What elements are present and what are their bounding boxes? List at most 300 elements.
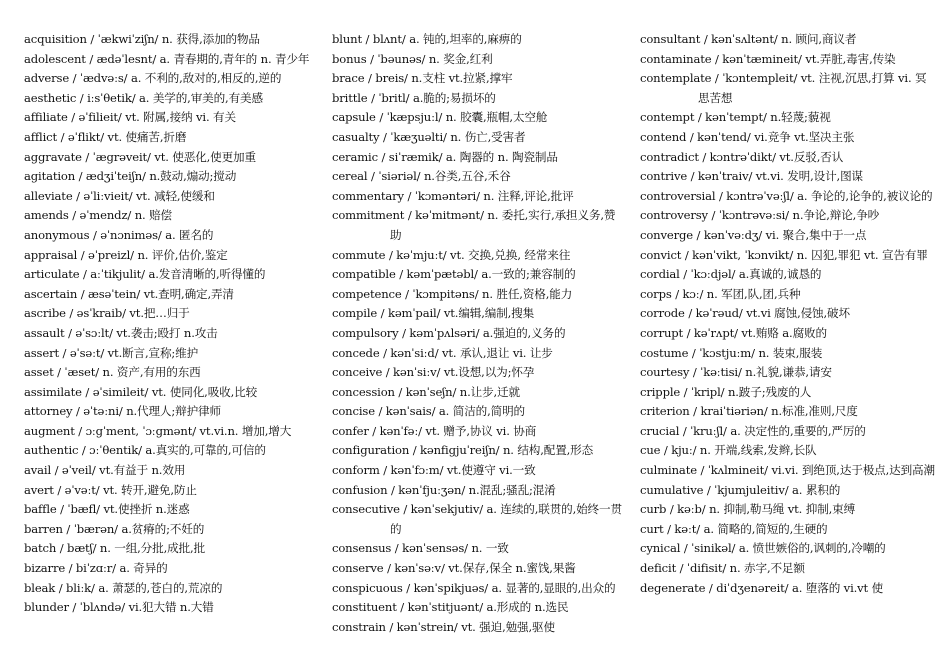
entry-phonetic: / əˈtəːni/ — [75, 404, 123, 419]
vocab-entry — [640, 520, 937, 540]
entry-phonetic: / kənˈtæmineit/ — [715, 51, 802, 66]
vocab-entry — [640, 539, 937, 559]
entry-definition: vt.vi 腐蚀,侵蚀,破坏 — [746, 306, 850, 321]
entry-phonetic: / kəːb/ — [669, 502, 706, 517]
vocab-entry — [640, 383, 937, 403]
vocab-entry — [24, 89, 316, 109]
vocab-entry — [24, 265, 316, 285]
entry-definition: a. 争论的,论争的,被议论的 — [797, 188, 933, 203]
entry-definition: n.让步,迁就 — [459, 384, 520, 399]
vocab-entry — [640, 69, 937, 108]
vocab-entry — [24, 422, 316, 442]
entry-definition: vt.vi. 发明,设计,图谋 — [755, 169, 863, 184]
vocab-entry — [332, 402, 624, 422]
entry-word: attorney — [24, 404, 73, 419]
entry-phonetic: / kənˈvəːdʒ/ — [696, 227, 763, 242]
entry-word: brace — [332, 71, 365, 86]
entry-definition: n. 一组,分批,成批,批 — [99, 541, 205, 556]
entry-word: contrive — [640, 169, 688, 184]
entry-word: contemplate — [640, 71, 712, 86]
entry-phonetic: / aːˈtikjulit/ — [82, 267, 145, 282]
entry-word: ascertain — [24, 286, 78, 301]
entry-phonetic: / ˈædvəːs/ — [72, 71, 128, 86]
entry-definition: n. 胜任,资格,能力 — [482, 286, 573, 301]
vocab-entry — [332, 539, 624, 559]
entry-phonetic: / ˈkɔmpitəns/ — [405, 286, 479, 301]
entry-word: assimilate — [24, 384, 82, 399]
vocab-entry — [24, 69, 316, 89]
entry-word: commentary — [332, 188, 404, 203]
entry-word: corps — [640, 286, 672, 301]
entry-word: deficit — [640, 561, 677, 576]
entry-word: contaminate — [640, 51, 712, 66]
entry-phonetic: / əˈflikt/ — [60, 129, 104, 144]
entry-word: confusion — [332, 482, 388, 497]
vocab-entry — [332, 363, 624, 383]
entry-phonetic: / kəˈmjuːt/ — [388, 247, 447, 262]
entry-word: cereal — [332, 169, 368, 184]
entry-phonetic: / ˈkɔntrəvəːsi/ — [711, 208, 789, 223]
entry-definition: a.贫瘠的;不妊的 — [121, 521, 205, 536]
entry-word: blunt — [332, 32, 362, 46]
entry-definition: n.轻蔑;藐视 — [770, 110, 831, 125]
entry-word: constrain — [332, 619, 386, 634]
entry-phonetic: / diˈdʒenəreit/ — [708, 580, 789, 595]
entry-phonetic: / əˈmendz/ — [72, 208, 132, 223]
entry-word: appraisal — [24, 247, 78, 262]
entry-definition: vt.使挫折 n.迷惑 — [103, 502, 190, 517]
vocab-entry — [640, 500, 937, 520]
entry-phonetic: / ˈkjumjuleitiv/ — [706, 482, 789, 497]
entry-word: conceive — [332, 365, 383, 380]
entry-word: acquisition — [24, 32, 87, 46]
entry-definition: n. 注释,评论,批评 — [483, 188, 574, 203]
entry-definition: a. 奇异的 — [119, 561, 168, 576]
entry-word: cue — [640, 443, 661, 458]
entry-definition: a. 简洁的,简明的 — [438, 404, 525, 419]
entry-word: curt — [640, 521, 664, 536]
entry-definition: vt.编辑,编制,搜集 — [443, 306, 535, 321]
entry-phonetic: / əˈsəːt/ — [62, 345, 105, 360]
vocab-entry — [24, 128, 316, 148]
vocab-entry — [332, 598, 624, 618]
entry-phonetic: / kəmˈpail/ — [380, 306, 441, 321]
entry-phonetic: / kənˈsiːv/ — [385, 365, 441, 380]
entry-definition: n. 赤字,不足额 — [729, 561, 805, 576]
entry-definition: a. 萧瑟的,苍白的,荒凉的 — [98, 580, 223, 595]
entry-word: affiliate — [24, 110, 68, 125]
entry-phonetic: / kənˈsais/ — [378, 404, 436, 419]
vocab-entry — [24, 50, 316, 70]
entry-definition: vt. 承认,退让 vi. 让步 — [442, 345, 553, 360]
vocab-entry — [332, 324, 624, 344]
entry-word: aesthetic — [24, 90, 77, 105]
entry-word: confer — [332, 423, 369, 438]
entry-word: cripple — [640, 384, 681, 399]
entry-definition: n.混乱;骚乱;混淆 — [468, 482, 556, 497]
vocab-entry — [640, 206, 937, 226]
entry-definition: a. 青春期的,青年的 n. 青少年 — [159, 51, 310, 66]
entry-word: compatible — [332, 267, 396, 282]
vocab-entry — [24, 246, 316, 266]
vocab-entry — [640, 441, 937, 461]
vocab-entry — [24, 520, 316, 540]
entry-definition: vt.断言,宣称;维护 — [107, 345, 199, 360]
entry-definition: vt. 注视,沉思,打算 vi. 冥思苦想 — [698, 71, 927, 105]
vocab-entry — [640, 324, 937, 344]
entry-word: curb — [640, 502, 667, 517]
entry-word: consensus — [332, 541, 392, 556]
vocab-entry — [332, 304, 624, 324]
entry-word: asset — [24, 365, 54, 380]
vocab-entry — [332, 148, 624, 168]
entry-definition: a. 简略的,简短的,生硬的 — [703, 521, 828, 536]
entry-definition: n. 伤亡,受害者 — [450, 129, 526, 144]
entry-phonetic: / əˈsɔːlt/ — [68, 325, 113, 340]
entry-phonetic: / siˈræmik/ — [381, 149, 443, 164]
entry-word: contend — [640, 129, 687, 144]
vocab-entry — [640, 559, 937, 579]
entry-phonetic: / kənˈstitjuənt/ — [400, 600, 483, 615]
entry-word: aggravate — [24, 149, 82, 164]
entry-definition: a. 不利的,敌对的,相反的,逆的 — [130, 71, 282, 86]
entry-word: ascribe — [24, 306, 66, 321]
entry-phonetic: / ˈkɔːdjəl/ — [683, 267, 736, 282]
vocab-entry — [24, 304, 316, 324]
entry-definition: vt. 使痛苦,折磨 — [107, 129, 187, 144]
entry-phonetic: / kɔntrəˈdikt/ — [702, 149, 776, 164]
entry-word: consultant — [640, 32, 701, 46]
entry-phonetic: / kənˈfəː/ — [372, 423, 422, 438]
entry-phonetic: / bliːk/ — [58, 580, 95, 595]
entry-definition: n.争论,辩论,争吵 — [792, 208, 880, 223]
entry-definition: n. 赔偿 — [134, 208, 172, 223]
entry-word: convict — [640, 247, 682, 262]
entry-word: anonymous — [24, 227, 90, 242]
column-2 — [332, 30, 624, 637]
vocab-entry — [640, 187, 937, 207]
entry-definition: vt. 减轻,使缓和 — [136, 188, 215, 203]
vocab-entry — [332, 187, 624, 207]
vocab-entry — [24, 344, 316, 364]
entry-phonetic: / əˈfilieit/ — [71, 110, 122, 125]
entry-phonetic: / kənˈtend/ — [689, 129, 751, 144]
entry-definition: vt.弄脏,毒害,传染 — [805, 51, 896, 66]
entry-phonetic: / kənˈsiːd/ — [383, 345, 439, 360]
vocab-entry — [332, 422, 624, 442]
vocab-entry — [24, 402, 316, 422]
entry-phonetic: / ˈkəːtisi/ — [692, 365, 742, 380]
vocab-entry — [332, 559, 624, 579]
entry-phonetic: / kənˈtraiv/ — [690, 169, 753, 184]
entry-definition: a. 累积的 — [792, 482, 841, 497]
entry-word: culminate — [640, 463, 697, 478]
entry-word: amends — [24, 208, 69, 223]
entry-definition: n. 结构,配置,形态 — [502, 443, 594, 458]
entry-definition: vt.袭击;殴打 n.攻击 — [116, 325, 218, 340]
entry-word: contradict — [640, 149, 699, 164]
entry-phonetic: / kjuː/ — [663, 443, 697, 458]
entry-word: blunder — [24, 600, 69, 615]
entry-phonetic: / kɔː/ — [675, 286, 704, 301]
entry-word: ceramic — [332, 149, 378, 164]
entry-word: baffle — [24, 502, 57, 517]
entry-phonetic: / iːsˈθetik/ — [79, 90, 136, 105]
entry-definition: vt.vi.n. 增加,增大 — [199, 423, 292, 438]
entry-word: avail — [24, 463, 52, 478]
entry-definition: vt. 转开,避免,防止 — [103, 482, 197, 497]
entry-definition: n. 评价,估价,鉴定 — [137, 247, 228, 262]
vocab-entry — [24, 383, 316, 403]
entry-word: barren — [24, 521, 63, 536]
entry-word: concise — [332, 404, 375, 419]
entry-word: commitment — [332, 208, 405, 223]
entry-word: courtesy — [640, 365, 690, 380]
entry-phonetic: / kənˈtempt/ — [697, 110, 767, 125]
entry-phonetic: / ˈægrəveit/ — [85, 149, 151, 164]
entry-phonetic: / ˈbritl/ — [371, 90, 410, 105]
entry-definition: n. 囚犯,罪犯 vt. 宣告有罪 — [796, 247, 928, 262]
entry-word: batch — [24, 541, 57, 556]
entry-phonetic: / ɔːˈθentik/ — [81, 443, 142, 458]
column-1 — [24, 30, 316, 618]
entry-word: adolescent — [24, 51, 86, 66]
vocab-entry — [332, 500, 624, 539]
entry-definition: a. 堕落的 vi.vt 使 — [791, 580, 884, 595]
vocab-entry — [24, 363, 316, 383]
entry-phonetic: / breis/ — [368, 71, 408, 86]
entry-phonetic: / ˈbærən/ — [66, 521, 118, 536]
entry-definition: a.一致的;兼容制的 — [481, 267, 576, 282]
entry-definition: n. 资产,有用的东西 — [102, 365, 201, 380]
entry-definition: vt.反驳,否认 — [779, 149, 844, 164]
entry-phonetic: / ˈblʌndə/ — [72, 600, 126, 615]
entry-word: configuration — [332, 443, 410, 458]
entry-phonetic: / ˈsinikəl/ — [683, 541, 736, 556]
vocab-entry — [332, 285, 624, 305]
entry-phonetic: / blʌnt/ — [365, 32, 406, 46]
entry-word: compile — [332, 306, 378, 321]
vocab-entry — [332, 30, 624, 50]
entry-definition: n.跛子;残废的人 — [727, 384, 812, 399]
entry-definition: a.形成的 n.选民 — [486, 600, 569, 615]
entry-word: crucial — [640, 423, 680, 438]
vocab-entry — [332, 89, 624, 109]
vocab-entry — [332, 579, 624, 599]
vocab-entry — [640, 108, 937, 128]
vocab-entry — [640, 50, 937, 70]
entry-word: adverse — [24, 71, 70, 86]
entry-word: conspicuous — [332, 580, 403, 595]
entry-phonetic: / ˈkruːʃl/ — [682, 423, 727, 438]
vocab-entry — [332, 481, 624, 501]
entry-definition: a. 愤世嫉俗的,讽刺的,冷嘲的 — [738, 541, 886, 556]
entry-phonetic: / ˈkripl/ — [683, 384, 725, 399]
entry-definition: vt.查明,确定,弄清 — [143, 286, 234, 301]
entry-word: cynical — [640, 541, 681, 556]
entry-phonetic: / ˈkæpsjuːl/ — [379, 110, 443, 125]
entry-definition: a. 匿名的 — [165, 227, 214, 242]
entry-definition: n. 顾问,商议者 — [781, 32, 857, 46]
vocab-entry — [332, 344, 624, 364]
vocab-entry — [640, 128, 937, 148]
vocab-entry — [332, 206, 624, 245]
vocab-entry — [24, 108, 316, 128]
vocab-entry — [24, 206, 316, 226]
vocab-entry — [24, 285, 316, 305]
vocab-entry — [640, 148, 937, 168]
entry-word: converge — [640, 227, 693, 242]
vocab-entry — [332, 265, 624, 285]
vocab-entry — [640, 167, 937, 187]
entry-definition: vt. 强迫,勉强,驱使 — [461, 619, 555, 634]
entry-definition: n. 一致 — [471, 541, 509, 556]
vocab-entry — [332, 69, 624, 89]
entry-phonetic: / ˈækwiˈziʃn/ — [90, 32, 159, 46]
vocab-entry — [640, 285, 937, 305]
entry-definition: n. 委托,实行,承担义务,赞助 — [390, 208, 616, 242]
entry-word: commute — [332, 247, 386, 262]
entry-phonetic: / kənfigjuˈreiʃn/ — [412, 443, 500, 458]
vocab-entry — [640, 481, 937, 501]
vocab-entry — [24, 148, 316, 168]
vocab-entry — [332, 246, 624, 266]
entry-word: competence — [332, 286, 402, 301]
vocab-entry — [332, 108, 624, 128]
entry-word: augment — [24, 423, 75, 438]
vocab-entry — [24, 481, 316, 501]
entry-definition: vi.vi. 到绝顶,达于极点,达到高潮 — [771, 463, 935, 478]
entry-definition: n. 军团,队,团,兵种 — [706, 286, 801, 301]
entry-definition: a. 钝的,坦率的,麻痹的 — [409, 32, 522, 46]
entry-word: conform — [332, 463, 380, 478]
entry-phonetic: / ˈkɔstjuːm/ — [691, 345, 755, 360]
entry-phonetic: / kəmˈpætəbl/ — [399, 267, 478, 282]
vocab-entry — [640, 30, 937, 50]
entry-phonetic: / kəˈrʌpt/ — [686, 325, 738, 340]
entry-word: consecutive — [332, 502, 400, 517]
entry-word: cumulative — [640, 482, 704, 497]
vocab-entry — [640, 402, 937, 422]
entry-definition: a. 连续的,联贯的,始终一贯的 — [390, 502, 622, 536]
vocab-entry — [24, 559, 316, 579]
entry-phonetic: / ˈkæʒuəlti/ — [383, 129, 447, 144]
entry-definition: a.真实的,可靠的,可信的 — [145, 443, 266, 458]
vocab-entry — [24, 461, 316, 481]
entry-word: alleviate — [24, 188, 73, 203]
entry-definition: n.代理人;辩护律师 — [126, 404, 221, 419]
vocab-entry — [332, 618, 624, 638]
vocab-entry — [640, 265, 937, 285]
vocab-entry — [640, 579, 937, 599]
entry-word: bizarre — [24, 561, 66, 576]
entry-definition: a. 陶器的 n. 陶瓷制品 — [445, 149, 558, 164]
entry-word: afflict — [24, 129, 58, 144]
entry-word: agitation — [24, 169, 76, 184]
entry-phonetic: / ˈkɔməntəri/ — [407, 188, 480, 203]
vocab-entry — [24, 441, 316, 461]
entry-definition: vi.犯大错 n.大错 — [128, 600, 214, 615]
entry-phonetic: / kəːt/ — [667, 521, 701, 536]
vocab-entry — [332, 50, 624, 70]
vocab-entry — [640, 344, 937, 364]
vocab-entry — [640, 304, 937, 324]
entry-phonetic: / əˈveil/ — [54, 463, 96, 478]
entry-phonetic: / kənˈsensəs/ — [394, 541, 468, 556]
vocab-entry — [24, 167, 316, 187]
entry-definition: n.谷类,五谷,禾谷 — [423, 169, 511, 184]
entry-definition: vt.把…归于 — [129, 306, 190, 321]
vocab-entry — [640, 461, 937, 481]
entry-definition: vt.设想,以为;怀孕 — [443, 365, 535, 380]
entry-phonetic: / ˈæset/ — [57, 365, 99, 380]
entry-definition: vt.使遵守 vi.一致 — [446, 463, 536, 478]
entry-word: corrupt — [640, 325, 684, 340]
vocab-entry — [24, 598, 316, 618]
entry-definition: vt.保存,保全 n.蜜饯,果酱 — [448, 561, 576, 576]
entry-definition: vt. 使恶化,使更加重 — [154, 149, 256, 164]
entry-definition: vt. 使同化,吸收,比较 — [151, 384, 258, 399]
entry-phonetic: / ɔːgˈment, ˈɔːgmənt/ — [78, 423, 196, 438]
entry-phonetic: / kəmˈpʌlsəri/ — [402, 325, 480, 340]
entry-phonetic: / əˈliːvieit/ — [76, 188, 133, 203]
vocab-entry — [24, 324, 316, 344]
entry-phonetic: / kənˈsekjutiv/ — [403, 502, 483, 517]
entry-phonetic: / kənˈseʃn/ — [398, 384, 457, 399]
entry-definition: n. 装束,服装 — [758, 345, 823, 360]
entry-definition: vi.竞争 vt.坚决主张 — [754, 129, 855, 144]
vocab-entry — [24, 226, 316, 246]
entry-word: controversy — [640, 208, 708, 223]
vocab-entry — [24, 500, 316, 520]
entry-definition: n. 获得,添加的物品 — [161, 32, 260, 46]
entry-phonetic: / kənˈstrein/ — [389, 619, 458, 634]
vocab-entry — [24, 539, 316, 559]
entry-definition: a. 决定性的,重要的,严厉的 — [730, 423, 866, 438]
entry-phonetic: / ˈsiəriəl/ — [371, 169, 421, 184]
entry-word: degenerate — [640, 580, 706, 595]
entry-phonetic: / ædʒiˈteiʃn/ — [78, 169, 146, 184]
entry-definition: n. 胶囊,瓶帽,太空舱 — [445, 110, 548, 125]
entry-phonetic: / kənˈsəːv/ — [387, 561, 445, 576]
entry-phonetic: / ˈbæfl/ — [60, 502, 100, 517]
entry-word: avert — [24, 482, 54, 497]
entry-definition: n. 开端,线索,发辫,长队 — [699, 443, 817, 458]
entry-definition: a. 显著的,显眼的,出众的 — [491, 580, 616, 595]
entry-phonetic: / ˈkɔntempleit/ — [714, 71, 798, 86]
entry-definition: a.脆的;易损坏的 — [412, 90, 496, 105]
vocab-entry — [640, 422, 937, 442]
entry-phonetic: / kəˈrəud/ — [688, 306, 743, 321]
entry-word: articulate — [24, 267, 80, 282]
entry-definition: n. 奖金,红利 — [428, 51, 493, 66]
entry-phonetic: / biˈzɑːr/ — [68, 561, 116, 576]
entry-phonetic: / əˈsimileit/ — [85, 384, 149, 399]
entry-phonetic: / kənˈsʌltənt/ — [703, 32, 778, 46]
entry-word: conserve — [332, 561, 384, 576]
entry-word: cordial — [640, 267, 680, 282]
entry-word: authentic — [24, 443, 79, 458]
entry-phonetic: / bætʃ/ — [59, 541, 97, 556]
entry-word: controversial — [640, 188, 716, 203]
entry-definition: vt. 赠予,协议 vi. 协商 — [425, 423, 537, 438]
entry-phonetic: / kənˈvikt, ˈkɔnvikt/ — [684, 247, 794, 262]
entry-phonetic: / ˈkʌlmineit/ — [700, 463, 768, 478]
vocab-entry — [640, 226, 937, 246]
entry-word: criterion — [640, 404, 690, 419]
entry-phonetic: / əˈnɔniməs/ — [92, 227, 162, 242]
entry-word: assert — [24, 345, 59, 360]
